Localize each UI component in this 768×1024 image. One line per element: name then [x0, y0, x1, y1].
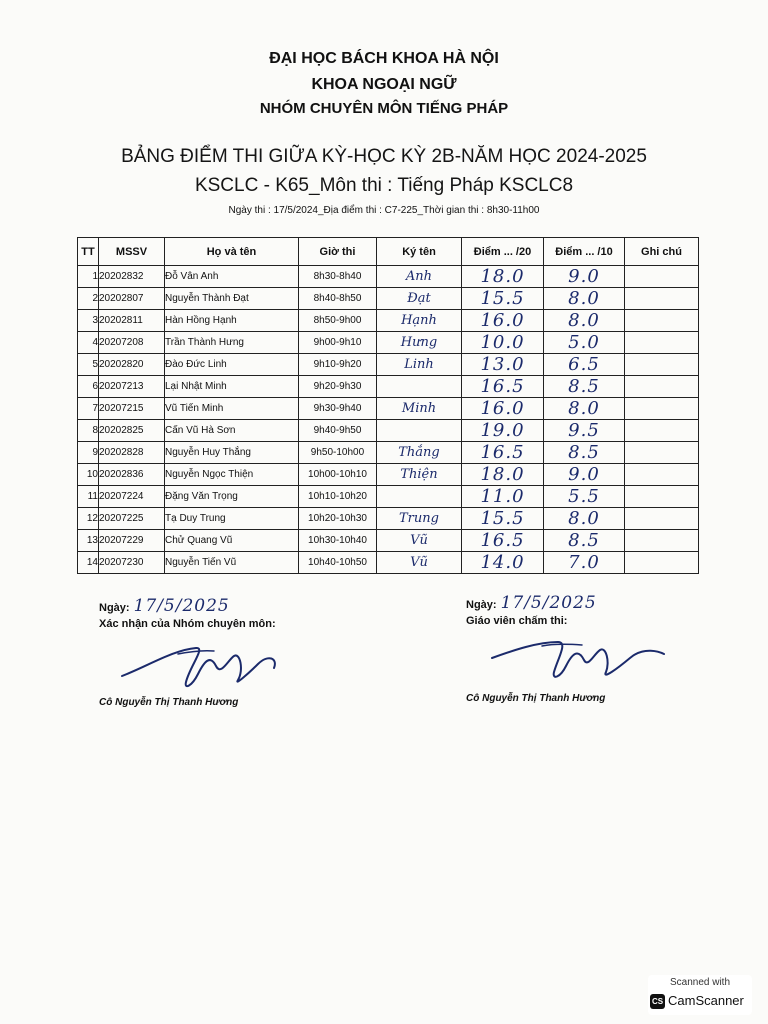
student-name: Lại Nhật Minh — [165, 376, 299, 398]
student-name: Hàn Hồng Hạnh — [165, 310, 299, 332]
score-out-of-10: 5.5 — [544, 486, 625, 508]
student-name: Nguyễn Thành Đạt — [165, 288, 299, 310]
score-out-of-10: 9.0 — [544, 464, 625, 486]
note — [625, 442, 699, 464]
header-score-10: Điểm ... /10 — [544, 238, 625, 266]
exam-time: 10h40-10h50 — [299, 552, 377, 574]
table-row — [78, 332, 699, 354]
scanned-with-label: Scanned with — [669, 977, 731, 988]
right-signature-block — [466, 593, 597, 627]
score-out-of-10: 8.5 — [544, 376, 625, 398]
score-out-of-20: 19.0 — [462, 420, 544, 442]
note — [625, 530, 699, 552]
row-number: 4 — [78, 332, 99, 354]
student-name: Chử Quang Vũ — [165, 530, 299, 552]
score-out-of-10: 7.0 — [544, 552, 625, 574]
student-id: 20207230 — [99, 552, 165, 574]
document-subtitle: KSCLC - K65_Môn thi : Tiếng Pháp KSCLC8 — [194, 175, 574, 196]
student-name: Đỗ Vân Anh — [165, 266, 299, 288]
document-title: BẢNG ĐIỂM THI GIỮA KỲ-HỌC KỲ 2B-NĂM HỌC 2024-2025 — [121, 146, 647, 167]
table-row — [78, 420, 699, 442]
exam-time: 9h00-9h10 — [299, 332, 377, 354]
student-signature: Thiện — [377, 464, 462, 486]
score-out-of-10: 8.0 — [544, 508, 625, 530]
row-number: 10 — [78, 464, 99, 486]
student-signature — [377, 486, 462, 508]
student-name: Đào Đức Linh — [165, 354, 299, 376]
score-out-of-20: 15.5 — [462, 288, 544, 310]
student-id: 20207229 — [99, 530, 165, 552]
score-out-of-20: 16.5 — [462, 376, 544, 398]
score-out-of-20: 14.0 — [462, 552, 544, 574]
row-number: 2 — [78, 288, 99, 310]
note — [625, 354, 699, 376]
note — [625, 288, 699, 310]
student-name: Cấn Vũ Hà Sơn — [165, 420, 299, 442]
table-row — [78, 552, 699, 574]
header-name: Họ và tên — [165, 238, 299, 266]
exam-time: 9h20-9h30 — [299, 376, 377, 398]
student-id: 20207208 — [99, 332, 165, 354]
score-out-of-10: 8.5 — [544, 442, 625, 464]
note — [625, 310, 699, 332]
score-out-of-10: 5.0 — [544, 332, 625, 354]
left-role: Xác nhận của Nhóm chuyên môn: — [99, 618, 276, 630]
student-name: Nguyễn Huy Thắng — [165, 442, 299, 464]
right-date-label: Ngày: — [466, 599, 497, 611]
exam-time: 10h00-10h10 — [299, 464, 377, 486]
note — [625, 332, 699, 354]
student-name: Nguyễn Tiến Vũ — [165, 552, 299, 574]
row-number: 14 — [78, 552, 99, 574]
camscanner-logo-icon: CS — [650, 994, 665, 1009]
right-date-value: 17/5/2025 — [500, 593, 597, 613]
student-id: 20207225 — [99, 508, 165, 530]
table-row — [78, 288, 699, 310]
student-id: 20202828 — [99, 442, 165, 464]
row-number: 12 — [78, 508, 99, 530]
row-number: 11 — [78, 486, 99, 508]
score-out-of-20: 15.5 — [462, 508, 544, 530]
table-row — [78, 486, 699, 508]
student-id: 20207215 — [99, 398, 165, 420]
student-id: 20202811 — [99, 310, 165, 332]
header-signature: Ký tên — [377, 238, 462, 266]
student-name: Tạ Duy Trung — [165, 508, 299, 530]
note — [625, 398, 699, 420]
university-name: ĐẠI HỌC BÁCH KHOA HÀ NỘI — [269, 50, 499, 67]
score-out-of-10: 8.0 — [544, 310, 625, 332]
student-signature — [377, 376, 462, 398]
left-signer-name: Cô Nguyễn Thị Thanh Hương — [99, 697, 239, 708]
score-out-of-20: 16.5 — [462, 442, 544, 464]
score-out-of-20: 10.0 — [462, 332, 544, 354]
student-id: 20207213 — [99, 376, 165, 398]
row-number: 1 — [78, 266, 99, 288]
row-number: 5 — [78, 354, 99, 376]
header-note: Ghi chú — [625, 238, 699, 266]
score-out-of-10: 9.0 — [544, 266, 625, 288]
student-signature: Vũ — [377, 530, 462, 552]
exam-time: 9h10-9h20 — [299, 354, 377, 376]
exam-time: 8h30-8h40 — [299, 266, 377, 288]
exam-time: 9h40-9h50 — [299, 420, 377, 442]
left-date-value: 17/5/2025 — [133, 596, 230, 616]
table-row — [78, 442, 699, 464]
right-signer-name: Cô Nguyễn Thị Thanh Hương — [466, 693, 606, 704]
score-out-of-10: 9.5 — [544, 420, 625, 442]
row-number: 3 — [78, 310, 99, 332]
score-out-of-20: 18.0 — [462, 464, 544, 486]
camscanner-watermark — [648, 975, 752, 1015]
note — [625, 508, 699, 530]
exam-time: 10h10-10h20 — [299, 486, 377, 508]
header-mssv: MSSV — [99, 238, 165, 266]
exam-time: 9h50-10h00 — [299, 442, 377, 464]
student-signature — [377, 420, 462, 442]
table-row — [78, 464, 699, 486]
exam-time: 10h20-10h30 — [299, 508, 377, 530]
score-out-of-10: 6.5 — [544, 354, 625, 376]
student-name: Trần Thành Hưng — [165, 332, 299, 354]
table-row — [78, 398, 699, 420]
student-signature: Linh — [377, 354, 462, 376]
header-score-20: Điểm ... /20 — [462, 238, 544, 266]
student-signature: Vũ — [377, 552, 462, 574]
left-date-label: Ngày: — [99, 602, 130, 614]
left-handwritten-signature — [118, 636, 288, 696]
note — [625, 376, 699, 398]
table-row — [78, 530, 699, 552]
student-signature: Trung — [377, 508, 462, 530]
header-tt: TT — [78, 238, 99, 266]
exam-time: 9h30-9h40 — [299, 398, 377, 420]
student-id: 20207224 — [99, 486, 165, 508]
note — [625, 420, 699, 442]
header-time: Giờ thi — [299, 238, 377, 266]
score-out-of-20: 11.0 — [462, 486, 544, 508]
note — [625, 552, 699, 574]
exam-time: 10h30-10h40 — [299, 530, 377, 552]
student-id: 20202820 — [99, 354, 165, 376]
table-row — [78, 266, 699, 288]
student-signature: Thắng — [377, 442, 462, 464]
exam-time: 8h50-9h00 — [299, 310, 377, 332]
table-header-row — [78, 238, 699, 266]
student-name: Vũ Tiến Minh — [165, 398, 299, 420]
row-number: 6 — [78, 376, 99, 398]
right-handwritten-signature — [488, 632, 668, 688]
student-name: Nguyễn Ngọc Thiện — [165, 464, 299, 486]
note — [625, 266, 699, 288]
group-name: NHÓM CHUYÊN MÔN TIẾNG PHÁP — [259, 100, 509, 117]
score-out-of-20: 16.0 — [462, 310, 544, 332]
student-id: 20202832 — [99, 266, 165, 288]
student-id: 20202836 — [99, 464, 165, 486]
camscanner-brand: CamScanner — [668, 993, 744, 1008]
student-name: Đặng Văn Trọng — [165, 486, 299, 508]
score-out-of-20: 13.0 — [462, 354, 544, 376]
exam-time: 8h40-8h50 — [299, 288, 377, 310]
grades-table — [77, 237, 699, 574]
table-row — [78, 354, 699, 376]
student-signature: Anh — [377, 266, 462, 288]
note — [625, 486, 699, 508]
student-id: 20202825 — [99, 420, 165, 442]
row-number: 13 — [78, 530, 99, 552]
student-id: 20202807 — [99, 288, 165, 310]
score-out-of-20: 18.0 — [462, 266, 544, 288]
row-number: 8 — [78, 420, 99, 442]
table-row — [78, 508, 699, 530]
score-out-of-10: 8.0 — [544, 398, 625, 420]
score-out-of-10: 8.5 — [544, 530, 625, 552]
student-signature: Đạt — [377, 288, 462, 310]
right-role: Giáo viên chấm thi: — [466, 615, 568, 627]
student-signature: Hưng — [377, 332, 462, 354]
left-signature-block — [99, 596, 276, 630]
score-out-of-20: 16.0 — [462, 398, 544, 420]
student-signature: Minh — [377, 398, 462, 420]
faculty-name: KHOA NGOẠI NGỮ — [311, 76, 457, 93]
row-number: 7 — [78, 398, 99, 420]
note — [625, 464, 699, 486]
score-out-of-10: 8.0 — [544, 288, 625, 310]
score-out-of-20: 16.5 — [462, 530, 544, 552]
table-row — [78, 376, 699, 398]
row-number: 9 — [78, 442, 99, 464]
exam-meta: Ngày thi : 17/5/2024_Địa điểm thi : C7-225_Thời gian thi : 8h30-11h00 — [228, 205, 540, 216]
student-signature: Hạnh — [377, 310, 462, 332]
table-row — [78, 310, 699, 332]
